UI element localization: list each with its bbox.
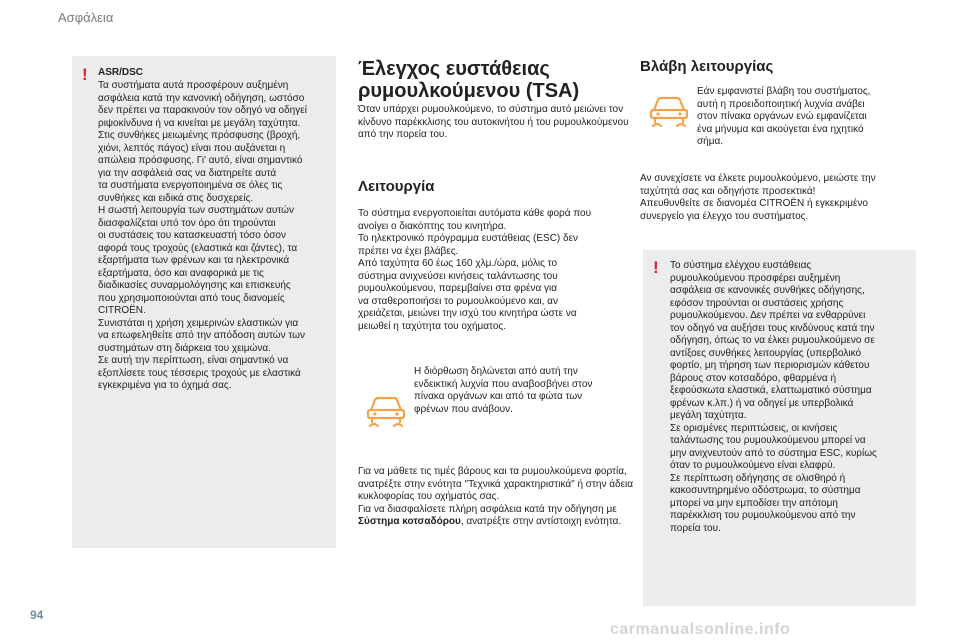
warning-icon: !	[653, 258, 659, 277]
tsa-indicator-note: Η διόρθωση δηλώνεται από αυτή την ενδεικτική λυχνία που αναβοσβήνει στον πίνακα οργάνων και από τα φώτα των φρένων που ανάβουν.	[414, 366, 593, 415]
malfunction-body: Αν συνεχίσετε να έλκετε ρυμουλκούμενο, μειώστε την ταχύτητά σας και οδηγήστε προσεκτικά! Απευθυνθείτε σε διανομέα CITROËN ή εγκεκριμένο συνεργείο για έλεγχο του συστήματος.	[640, 173, 876, 222]
asr-dsc-title: ASR/DSC	[98, 67, 144, 78]
asr-dsc-body: Τα συστήματα αυτά προσφέρουν αυξημένη ασφάλεια κατά την κανονική οδήγηση, ωστόσο δεν πρέπει να παρακινούν τον οδηγό να οδηγεί ριψοκίνδυνα ή να κινείται με μεγάλη ταχύτητα. Στις συνθήκες μειωμένης πρόσφυσης (βροχή, χιόνι, λεπτός πάγος) είναι που αυξάνεται η απώλεια πρόσφυσης. Γι' αυτό, είναι σημαντικό για την ασφάλειά σας να διατηρείτε αυτά τα συστήματα ενεργοποιημένα σε όλες τις συνθήκες και ειδικά στις δυσχερείς. Η σωστή λειτουργία των συστημάτων αυτών διασφαλίζεται υπό τον όρο ότι τηρούνται οι συστάσεις του κατασκευαστή τόσο όσον αφορά τους τροχούς (ελαστικά και ζάντες), τα εξαρτήματα των φρένων και τα ηλεκτρονικά εξαρτήματα, όσο και αναφορικά με τις διαδικασίες συναρμολόγησης και επισκευής που χρησιμοποιούνται από τους διανομείς CITROËN. Συνιστάται η χρήση χειμερινών ελαστικών για να επωφεληθείτε από την απόδοση αυτών των συστημάτων στη διάρκεια του χειμώνα. Σε αυτή την περίπτωση, είναι σημαντικό να εξοπλίσετε τους τέσσερις τροχούς με ελαστικά εγκεκριμένα για το όχημά σας.	[98, 80, 307, 391]
skid-car-icon	[362, 388, 410, 428]
section-header: Ασφάλεια	[58, 10, 114, 25]
operation-heading: Λειτουργία	[358, 178, 435, 195]
page-title: Έλεγχος ευστάθειας ρυμουλκούμενου (TSA)	[358, 58, 580, 102]
skid-car-icon	[645, 88, 693, 128]
tsa-intro: Όταν υπάρχει ρυμουλκούμενο, το σύστημα αυτό μειώνει τον κίνδυνο παρέκκλισης του αυτοκινήτου ή του ρυμουλκούμενου από την πορεία του.	[358, 104, 629, 140]
weight-and-towing-info	[358, 466, 634, 529]
safety-suffix: , ανατρέξτε στην αντίστοιχη ενότητα.	[460, 516, 622, 527]
weight-text: Για να μάθετε τις τιμές βάρους και τα ρυμουλκούμενα φορτία, ανατρέξτε στην ενότητα "Τεχνικά χαρακτηριστικά" ή στην άδεια κυκλοφορίας του οχήματός σας.	[358, 466, 634, 502]
malfunction-heading: Βλάβη λειτουργίας	[640, 58, 774, 75]
tsa-notice-body: Το σύστημα ελέγχου ευστάθειας ρυμουλκούμενου προσφέρει αυξημένη ασφάλεια σε κανονικές συνθήκες οδήγησης, εφόσον τηρούνται οι συστάσεις χρήσης ρυμουλκούμενου. Δεν πρέπει να ενθαρρύνει τον οδηγό να αυξήσει τους κινδύνους κατά την οδήγηση, όπως το να έλκει ρυμουλκούμενο σε αντίξοες συνθήκες λειτουργίας (υπερβολικό φορτίο, μη τήρηση των περιορισμών κάθετου βάρους στον κοτσαδόρο, φθαρμένα ή ξεφούσκωτα ελαστικά, ελαττωματικό σύστημα φρένων κ.λπ.) ή να οδηγεί με υπερβολικά μεγάλη ταχύτητα. Σε ορισμένες περιπτώσεις, οι κινήσεις ταλάντωσης του ρυμουλκούμενου μπορεί να μην ανιχνευτούν από το σύστημα ESC, κυρίως όταν το ρυμουλκούμενο είναι ελαφρύ. Σε περίπτωση οδήγησης σε ολισθηρό ή κακοσυντηρημένο οδόστρωμα, το σύστημα μπορεί να μην εμποδίσει την απότομη παρέκκλιση του ρυμουλκούμενου από την πορεία του.	[670, 260, 877, 534]
warning-icon: !	[82, 65, 88, 84]
page-number: 94	[30, 608, 44, 622]
malfunction-indicator-note: Εάν εμφανιστεί βλάβη του συστήματος, αυτή η προειδοποιητική λυχνία ανάβει στον πίνακα οργάνων ενώ εμφανίζεται ένα μήνυμα και ακούγεται ένα ηχητικό σήμα.	[697, 86, 871, 147]
operation-body: Το σύστημα ενεργοποιείται αυτόματα κάθε φορά που ανοίγει ο διακόπτης του κινητήρα. Το ηλεκτρονικό πρόγραμμα ευστάθειας (ESC) δεν πρέπει να έχει βλάβες. Από ταχύτητα 60 έως 160 χλμ./ώρα, μόλις το σύστημα ανιχνεύσει κινήσεις ταλάντωσης του ρυμουλκούμενου, παρεμβαίνει στα φρένα για να σταθεροποιήσει το ρυμουλκούμενο και, αν χρειάζεται, μειώνει την ισχύ του κινητήρα ώστε να μειωθεί η ταχύτητα του οχήματος.	[358, 208, 592, 332]
safety-prefix: Για να διασφαλίσετε πλήρη ασφάλεια κατά την οδήγηση με	[358, 503, 617, 515]
towbar-link-text: Σύστημα κοτσαδόρου	[358, 516, 461, 527]
watermark: carmanualsonline.info	[610, 621, 791, 638]
